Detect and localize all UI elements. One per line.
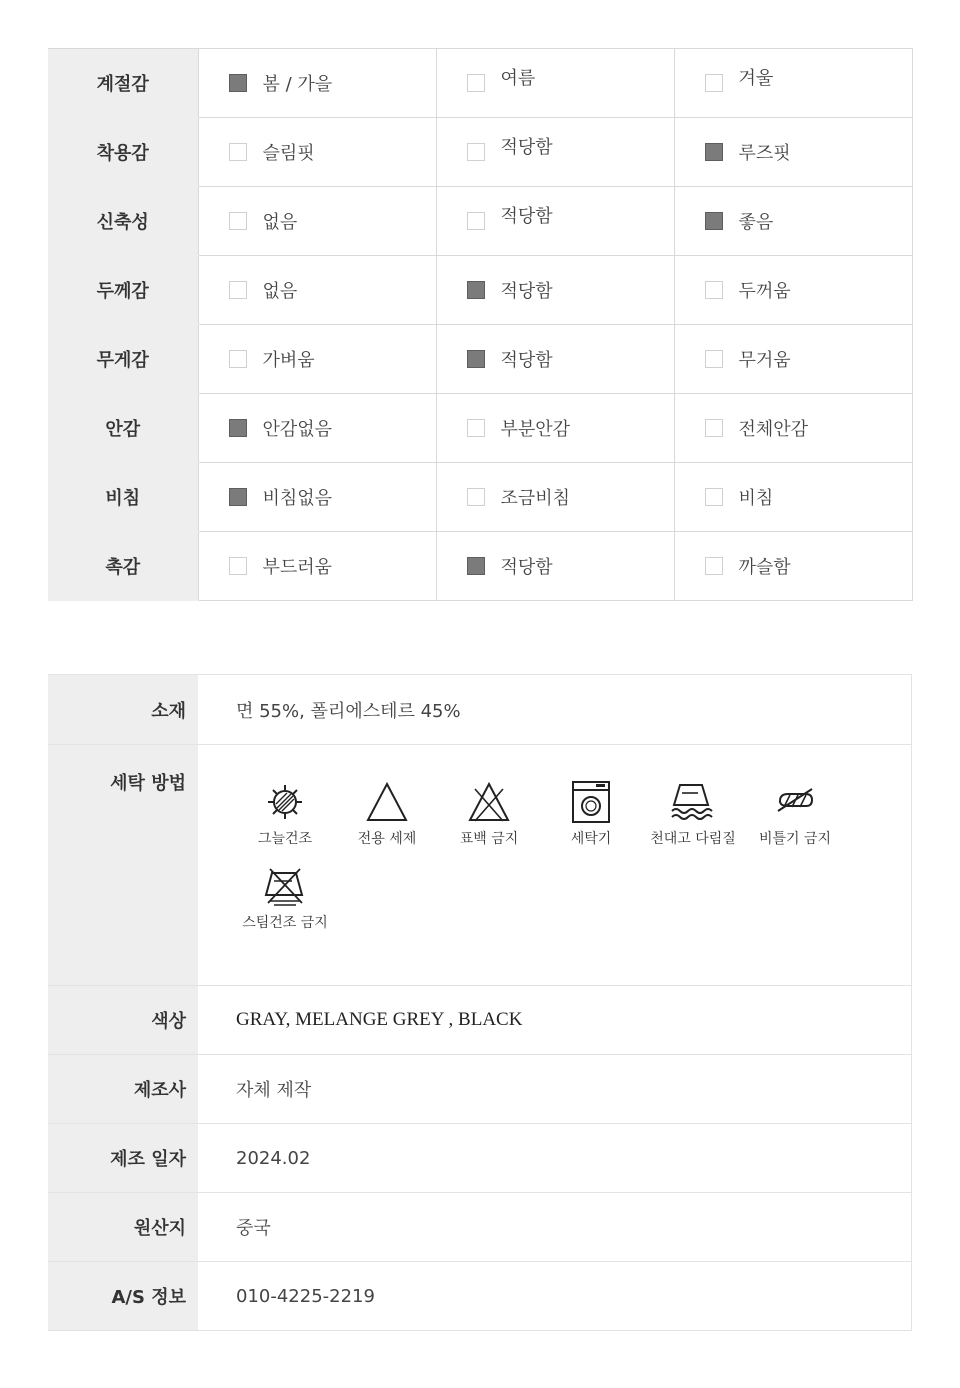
unchecked-box-icon bbox=[705, 557, 723, 575]
attribute-option bbox=[436, 49, 674, 118]
info-row-material bbox=[48, 675, 911, 744]
shade-dry-icon bbox=[260, 777, 310, 827]
no-steam-dry-icon bbox=[260, 861, 310, 911]
as-value: 010-4225-2219 bbox=[236, 1285, 375, 1307]
option-label: 겨울 bbox=[738, 68, 774, 89]
color-value: GRAY, MELANGE GREY , BLACK bbox=[236, 1009, 523, 1030]
attribute-row bbox=[48, 256, 912, 325]
attribute-option bbox=[436, 118, 674, 187]
washing-label: 비틀기 금지 bbox=[758, 831, 832, 847]
unchecked-box-icon bbox=[467, 74, 485, 92]
option-label: 봄 / 가을 bbox=[262, 74, 333, 95]
option-label: 루즈핏 bbox=[738, 143, 791, 164]
attribute-label: 촉감 bbox=[48, 532, 198, 601]
option-label: 비침 bbox=[738, 488, 774, 509]
info-row-washing bbox=[48, 744, 911, 985]
unchecked-box-icon bbox=[705, 488, 723, 506]
attribute-label: 착용감 bbox=[48, 118, 198, 187]
attribute-option bbox=[198, 49, 436, 118]
unchecked-box-icon bbox=[705, 281, 723, 299]
option-label: 없음 bbox=[262, 212, 298, 233]
attribute-row bbox=[48, 49, 912, 118]
checked-box-icon bbox=[467, 281, 485, 299]
option-label: 전체안감 bbox=[738, 419, 809, 440]
option-label: 부드러움 bbox=[262, 557, 333, 578]
product-info-table bbox=[48, 674, 912, 1331]
attribute-row bbox=[48, 325, 912, 394]
attribute-option bbox=[674, 463, 912, 532]
checked-box-icon bbox=[229, 419, 247, 437]
origin-value: 중국 bbox=[236, 1218, 271, 1239]
attribute-row bbox=[48, 187, 912, 256]
attribute-option bbox=[198, 187, 436, 256]
option-label: 적당함 bbox=[500, 206, 553, 227]
attribute-label: 비침 bbox=[48, 463, 198, 532]
attribute-label: 안감 bbox=[48, 394, 198, 463]
unchecked-box-icon bbox=[229, 557, 247, 575]
washing-instruction bbox=[540, 777, 642, 849]
attribute-option bbox=[198, 256, 436, 325]
info-row-origin bbox=[48, 1192, 911, 1261]
product-attributes-table bbox=[48, 48, 913, 601]
attribute-option bbox=[436, 394, 674, 463]
unchecked-box-icon bbox=[467, 143, 485, 161]
unchecked-box-icon bbox=[705, 350, 723, 368]
attribute-option bbox=[674, 394, 912, 463]
option-label: 무거움 bbox=[738, 350, 791, 371]
option-label: 적당함 bbox=[500, 281, 553, 302]
info-label: 세탁 방법 bbox=[48, 745, 198, 985]
option-label: 까슬함 bbox=[738, 557, 791, 578]
attribute-label: 신축성 bbox=[48, 187, 198, 256]
washing-instruction bbox=[234, 777, 336, 849]
washing-label: 스팀건조 금지 bbox=[242, 915, 328, 931]
option-label: 좋음 bbox=[738, 212, 774, 233]
no-bleach-icon bbox=[464, 777, 514, 827]
maker-value: 자체 제작 bbox=[236, 1080, 312, 1101]
iron-with-cloth-icon bbox=[668, 777, 718, 827]
attribute-option bbox=[198, 532, 436, 601]
info-row-color bbox=[48, 985, 911, 1054]
info-label: 제조사 bbox=[48, 1055, 198, 1123]
unchecked-box-icon bbox=[467, 419, 485, 437]
washing-instruction bbox=[336, 777, 438, 849]
unchecked-box-icon bbox=[229, 350, 247, 368]
attribute-option bbox=[436, 187, 674, 256]
neutral-detergent-icon bbox=[362, 777, 412, 827]
checked-box-icon bbox=[229, 488, 247, 506]
attribute-row bbox=[48, 532, 912, 601]
unchecked-box-icon bbox=[467, 488, 485, 506]
checked-box-icon bbox=[705, 143, 723, 161]
option-label: 부분안감 bbox=[500, 419, 571, 440]
washing-machine-icon bbox=[566, 777, 616, 827]
unchecked-box-icon bbox=[229, 143, 247, 161]
washing-instruction bbox=[234, 861, 336, 933]
attribute-row bbox=[48, 118, 912, 187]
attribute-row bbox=[48, 463, 912, 532]
attribute-option bbox=[674, 118, 912, 187]
attribute-option bbox=[674, 532, 912, 601]
unchecked-box-icon bbox=[229, 281, 247, 299]
option-label: 없음 bbox=[262, 281, 298, 302]
unchecked-box-icon bbox=[705, 74, 723, 92]
unchecked-box-icon bbox=[705, 419, 723, 437]
attribute-row bbox=[48, 394, 912, 463]
attribute-option bbox=[436, 256, 674, 325]
unchecked-box-icon bbox=[467, 212, 485, 230]
washing-label: 세탁기 bbox=[570, 831, 612, 847]
option-label: 안감없음 bbox=[262, 419, 333, 440]
washing-label: 표백 금지 bbox=[459, 831, 519, 847]
washing-instruction bbox=[642, 777, 744, 849]
washing-label: 그늘건조 bbox=[257, 831, 313, 847]
option-label: 가벼움 bbox=[262, 350, 315, 371]
attribute-option bbox=[674, 325, 912, 394]
checked-box-icon bbox=[229, 74, 247, 92]
attribute-option bbox=[198, 394, 436, 463]
washing-label: 전용 세제 bbox=[357, 831, 417, 847]
info-label: 소재 bbox=[48, 675, 198, 744]
washing-instruction bbox=[438, 777, 540, 849]
option-label: 여름 bbox=[500, 68, 536, 89]
info-row-date bbox=[48, 1123, 911, 1192]
checked-box-icon bbox=[705, 212, 723, 230]
attribute-option bbox=[674, 187, 912, 256]
attribute-option bbox=[198, 325, 436, 394]
attribute-label: 계절감 bbox=[48, 49, 198, 118]
option-label: 적당함 bbox=[500, 557, 553, 578]
option-label: 슬림핏 bbox=[262, 143, 315, 164]
date-value: 2024.02 bbox=[236, 1147, 311, 1169]
option-label: 적당함 bbox=[500, 350, 553, 371]
washing-instruction bbox=[744, 777, 846, 849]
attribute-label: 무게감 bbox=[48, 325, 198, 394]
info-row-as bbox=[48, 1261, 911, 1330]
option-label: 조금비침 bbox=[500, 488, 571, 509]
attribute-option bbox=[436, 532, 674, 601]
attribute-option bbox=[198, 118, 436, 187]
info-label: 색상 bbox=[48, 986, 198, 1054]
attribute-option bbox=[436, 463, 674, 532]
attribute-label: 두께감 bbox=[48, 256, 198, 325]
no-wring-icon bbox=[770, 777, 820, 827]
washing-label: 천대고 다림질 bbox=[650, 831, 736, 847]
info-label: 원산지 bbox=[48, 1193, 198, 1261]
attribute-option bbox=[674, 256, 912, 325]
checked-box-icon bbox=[467, 350, 485, 368]
option-label: 비침없음 bbox=[262, 488, 333, 509]
attribute-option bbox=[674, 49, 912, 118]
washing-icons bbox=[234, 745, 874, 945]
material-value: 면 55%, 폴리에스테르 45% bbox=[236, 700, 461, 722]
option-label: 적당함 bbox=[500, 137, 553, 158]
checked-box-icon bbox=[467, 557, 485, 575]
unchecked-box-icon bbox=[229, 212, 247, 230]
attribute-option bbox=[198, 463, 436, 532]
attribute-option bbox=[436, 325, 674, 394]
info-row-maker bbox=[48, 1054, 911, 1123]
info-label: 제조 일자 bbox=[48, 1124, 198, 1192]
info-label: A/S 정보 bbox=[48, 1262, 198, 1330]
option-label: 두꺼움 bbox=[738, 281, 791, 302]
